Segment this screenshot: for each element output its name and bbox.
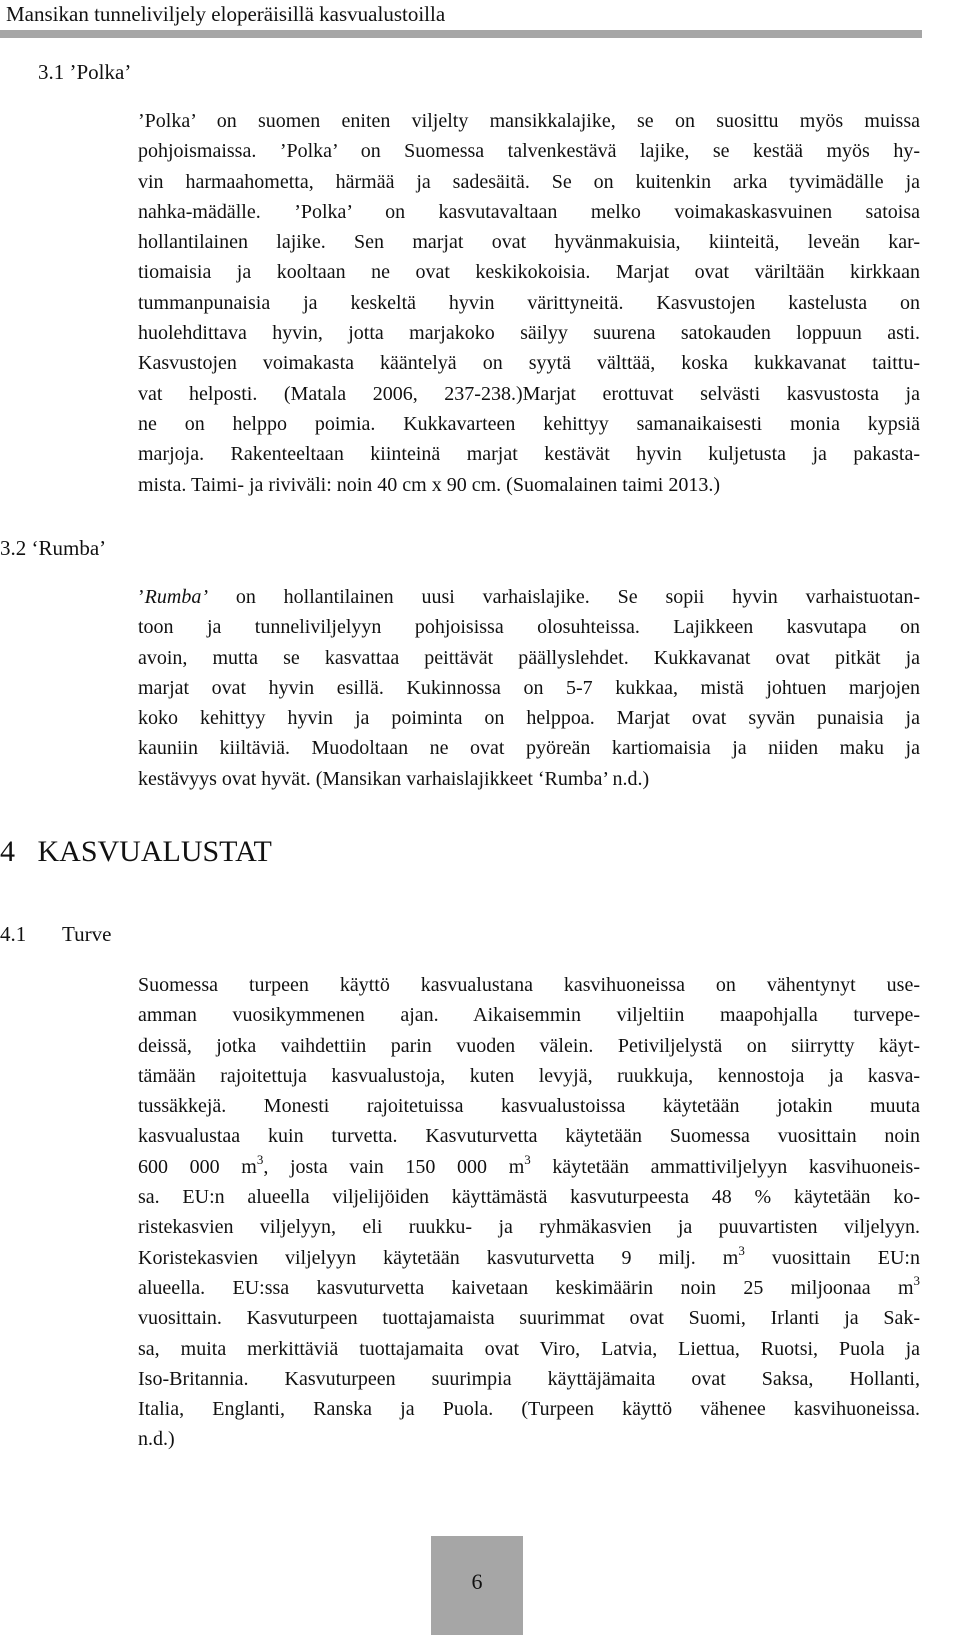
text-line: amman vuosikymmenen ajan. Aikaisemmin viljeltiin maapohjalla turvepe- [138,1004,920,1027]
text-line: mista. Taimi- ja riviväli: noin 40 cm x 90 cm. (Suomalainen taimi 2013.) [138,473,721,496]
text-line: vuosittain. Kasvuturpeen tuottajamaista suurimmat ovat Suomi, Irlanti ja Sak- [138,1307,920,1330]
text-line [138,1152,920,1182]
text-fragment: alueella. EU:ssa kasvuturvetta kaivetaan keskimäärin noin 25 miljoonaa m [138,1276,914,1299]
text-line: avoin, mutta se kasvattaa peittävät päällyslehdet. Kukkavanat ovat pitkät ja [138,646,920,669]
text-line: Suomessa turpeen käyttö kasvualustana kasvihuoneissa on vähentynyt use- [138,974,920,996]
text-line: ne on helppo poimia. Kukkavarteen kehittyy samanaikaisesti monia kypsiä [138,412,920,435]
quote-mark: ’ [138,586,145,608]
text-line: ’Polka’ on suomen eniten viljelty mansikkalajike, se on suosittu myös muissa [138,110,920,132]
section-heading-4-1-title: Turve [62,922,112,946]
text-line: tussäkkejä. Monesti rajoitetuissa kasvualustoissa käytetään jotakin muuta [138,1095,920,1118]
text-line: hollantilainen lajike. Sen marjat ovat hyvänmakuisia, kiinteitä, leveän kar- [138,231,920,254]
text-line: kauniin kiiltäviä. Muodoltaan ne ovat pyöreän kartiomaisia ja niiden maku ja [138,737,920,760]
superscript: 3 [738,1242,745,1258]
text-line: Iso-Britannia. Kasvuturpeen suurimpia käyttäjämaita ovat Saksa, Hollanti, [138,1367,920,1390]
superscript: 3 [256,1151,264,1167]
text-line: koko kehittyy hyvin ja poiminta on helppoa. Marjat ovat syvän punaisia ja [138,707,920,730]
paragraph-polka [138,106,920,500]
text-line [138,582,920,612]
text-line: ristekasvien viljelyyn, eli ruukku- ja ryhmäkasvien ja puuvartisten viljelyyn. [138,1216,920,1239]
superscript: 3 [524,1151,531,1167]
text-line: marjat ovat hyvin esillä. Kukinnossa on 5-7 kukkaa, mistä johtuen marjojen [138,676,920,699]
text-line: Kasvustojen voimakasta kääntelyä on syytä välttää, koska kukkavanat taittu- [138,352,920,375]
page-number: 6 [471,1569,483,1594]
section-heading-4-1-number: 4.1 [0,922,27,946]
paragraph-turve [138,970,920,1455]
text-line [138,1273,920,1303]
text-line: sa, muita merkittäviä tuottajamaita ovat Viro, Latvia, Liettua, Ruotsi, Puola ja [138,1337,920,1360]
text-line: marjoja. Rakenteeltaan kiinteinä marjat kestävät hyvin kuljetusta ja pakasta- [138,443,920,466]
text-line: vin harmaahometta, härmää ja sadesäitä. Se on kuitenkin arka tyvimädälle ja [138,170,920,193]
text-line: n.d.) [138,1428,175,1451]
text-fragment: käytetään ammattiviljelyyn kasvihuoneis- [530,1155,920,1178]
section-heading-3-1: 3.1 ’Polka’ [38,60,132,84]
text-fragment: Koristekasvien viljelyyn käytetään kasvuturvetta 9 milj. m [138,1246,739,1269]
header-rule [0,30,922,38]
text-line: tämään rajoitettuja kasvualustoja, kuten levyjä, ruukkuja, kennostoja ja kasva- [138,1064,920,1087]
cultivar-name: Rumba’ [144,586,208,608]
page-number-box [431,1536,523,1635]
text-line: kasvualustaa kuin turvetta. Kasvuturvetta käytetään Suomessa vuosittain noin [138,1125,920,1148]
text-line [138,1243,920,1273]
text-fragment: vuosittain EU:n [744,1246,920,1269]
text-fragment: 600 000 m [138,1155,257,1178]
text-line: kestävyys ovat hyvät. (Mansikan varhaislajikkeet ‘Rumba’ n.d.) [138,767,650,790]
text-line: deissä, jotka vaihdettiin parin vuoden välein. Petiviljelystä on siirrytty käyt- [138,1034,920,1057]
chapter-heading-4: 4 KASVUALUSTAT [0,835,272,868]
text-line: tummanpunaisia ja keskeltä hyvin värittyneitä. Kasvustojen kastelusta on [138,291,920,314]
text-line: toon ja tunneliviljelyyn pohjoisissa olosuhteissa. Lajikkeen kasvutapa on [138,616,920,639]
text-line: huolehdittava hyvin, jotta marjakoko säilyy suurena satokauden loppuun asti. [138,322,920,345]
text-line: Italia, Englanti, Ranska ja Puola. (Turpeen käyttö vähenee kasvihuoneissa. [138,1398,920,1421]
section-heading-3-2: 3.2 ‘Rumba’ [0,536,107,560]
text-line: pohjoismaissa. ’Polka’ on Suomessa talvenkestävä lajike, se kestää myös hy- [138,140,920,163]
text-line: sa. EU:n alueella viljelijöiden käyttämästä kasvuturpeesta 48 % käytetään ko- [138,1186,920,1209]
text-fragment: on hollantilainen uusi varhaislajike. Se sopii hyvin varhaistuotan- [208,586,920,608]
text-fragment: , josta vain 150 000 m [263,1155,525,1178]
text-line: tiomaisia ja kooltaan ne ovat keskikokoisia. Marjat ovat väriltään kirkkaan [138,261,920,284]
text-line: vat helposti. (Matala 2006, 237-238.)Marjat erottuvat selvästi kasvustosta ja [138,382,920,405]
text-line: nahka-mädälle. ’Polka’ on kasvutavaltaan melko voimakaskasvuinen satoisa [138,200,920,223]
paragraph-rumba [138,582,920,794]
running-header: Mansikan tunneliviljely eloperäisillä kasvualustoilla [6,2,446,26]
superscript: 3 [913,1272,920,1288]
